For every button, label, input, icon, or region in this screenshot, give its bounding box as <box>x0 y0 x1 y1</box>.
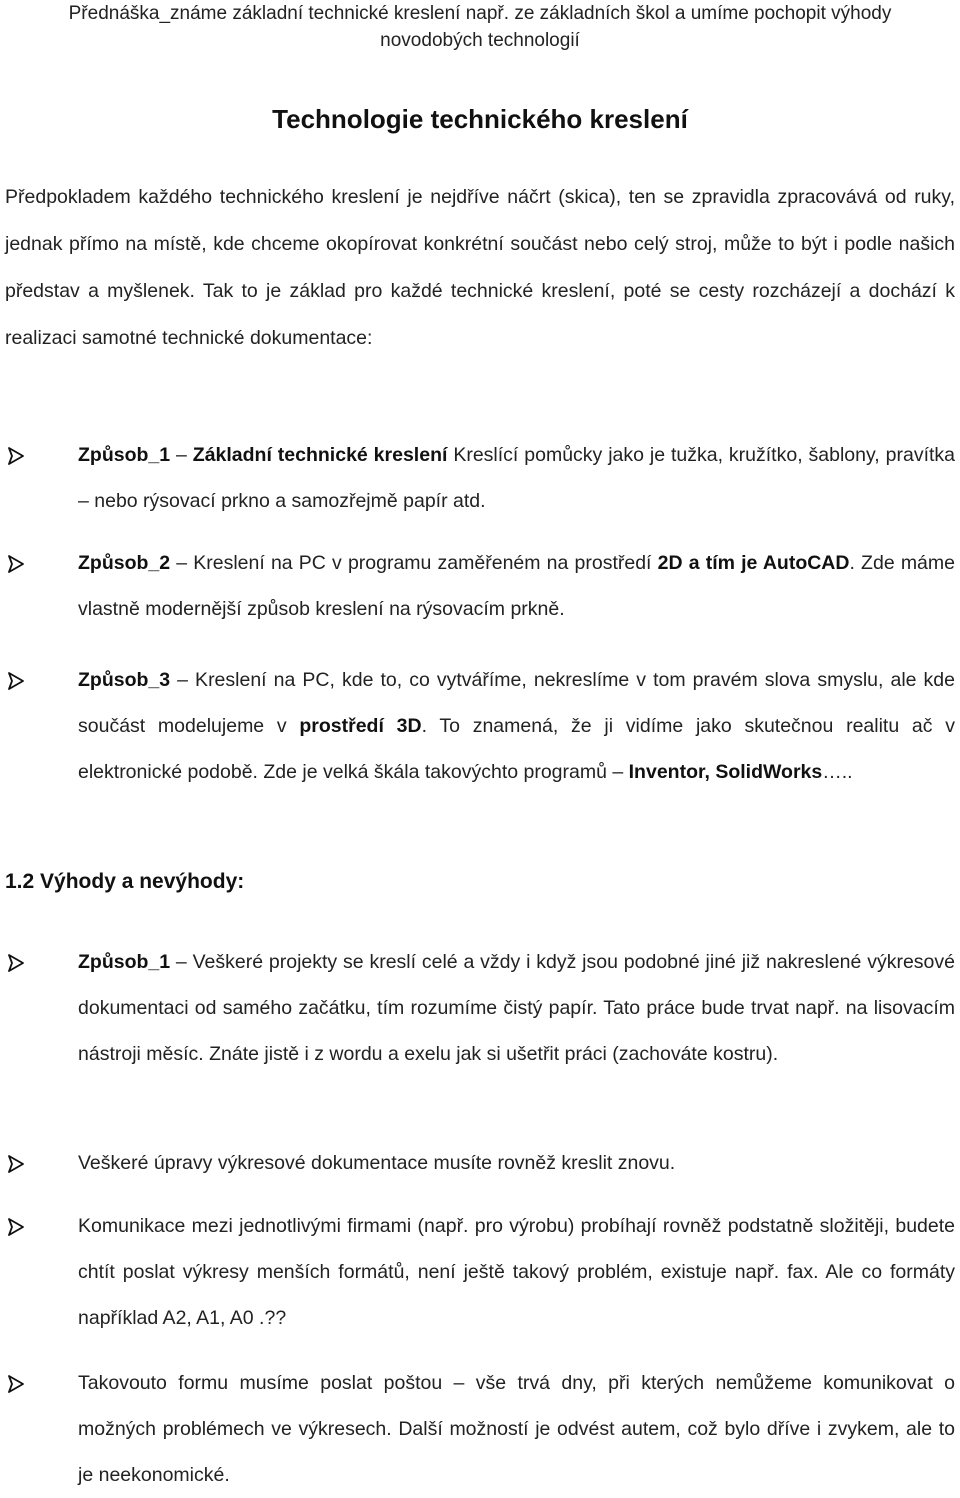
arrow-bullet-icon <box>6 953 26 973</box>
pro-4-text: Takovouto formu musíme poslat poštou – vše trvá dny, při kterých nemůžeme komunikovat o možných problémech ve výkresech. Další možností je odvést autem, což bylo dříve i zvykem, ale to je neekonomické. <box>78 1372 955 1486</box>
pro-2-text: Veškeré úpravy výkresové dokumentace musíte rovněž kreslit znovu. <box>78 1152 676 1174</box>
header-line-1: Přednáška_známe základní technické kreslení např. ze základních škol a umíme pochopit výhody <box>68 3 892 24</box>
page-header <box>0 0 960 54</box>
arrow-bullet-icon <box>6 446 26 466</box>
way-2-text: Způsob_2 – Kreslení na PC v programu zaměřeném na prostředí 2D a tím je AutoCAD. Zde máme vlastně modernější způsob kreslení na rýsovacím prkně. <box>78 552 955 620</box>
header-line-2: novodobých technologií <box>380 30 580 51</box>
intro-paragraph: Předpokladem každého technického kreslení je nejdříve náčrt (skica), ten se zpravidla zpracovává od ruky, jednak přímo na místě, kde chceme okopírovat konkrétní součást nebo celý stroj, může to být i podle našich představ a myšlenek. Tak to je základ pro každé technické kreslení, poté se cesty rozcházejí a dochází k realizaci samotné technické dokumentace: <box>5 186 955 349</box>
arrow-bullet-icon <box>6 671 26 691</box>
way-3-text: Způsob_3 – Kreslení na PC, kde to, co vytváříme, nekreslíme v tom pravém slova smyslu, ale kde součást modelujeme v prostředí 3D. To znamená, že ji vidíme jako skutečnou realitu ač v elektronické podobě. Zde je velká škála takovýchto programů – Inventor, SolidWorks….. <box>78 669 955 783</box>
arrow-bullet-icon <box>6 1154 26 1174</box>
arrow-bullet-icon <box>6 554 26 574</box>
way-1-text: Způsob_1 – Základní technické kreslení Kreslící pomůcky jako je tužka, kružítko, šablony, pravítka – nebo rýsovací prkno a samozřejmě papír atd. <box>78 444 955 512</box>
pro-3-text: Komunikace mezi jednotlivými firmami (např. pro výrobu) probíhají rovněž podstatně složitěji, budete chtít poslat výkresy menších formátů, není ještě takový problém, existuje např. fax. Ale co formáty například A2, A1, A0 .?? <box>78 1215 955 1329</box>
page-title: Technologie technického kreslení <box>272 104 688 134</box>
pro-1-text: Způsob_1 – Veškeré projekty se kreslí celé a vždy i když jsou podobné jiné již nakreslené výkresové dokumentaci od samého začátku, tím rozumíme čistý papír. Tato práce bude trvat např. na lisovacím nástroji měsíc. Znáte jistě i z wordu a exelu jak si ušetřit práci (zachováte kostru). <box>78 951 955 1065</box>
arrow-bullet-icon <box>6 1217 26 1237</box>
section-heading: 1.2 Výhody a nevýhody: <box>5 870 245 893</box>
arrow-bullet-icon <box>6 1374 26 1394</box>
